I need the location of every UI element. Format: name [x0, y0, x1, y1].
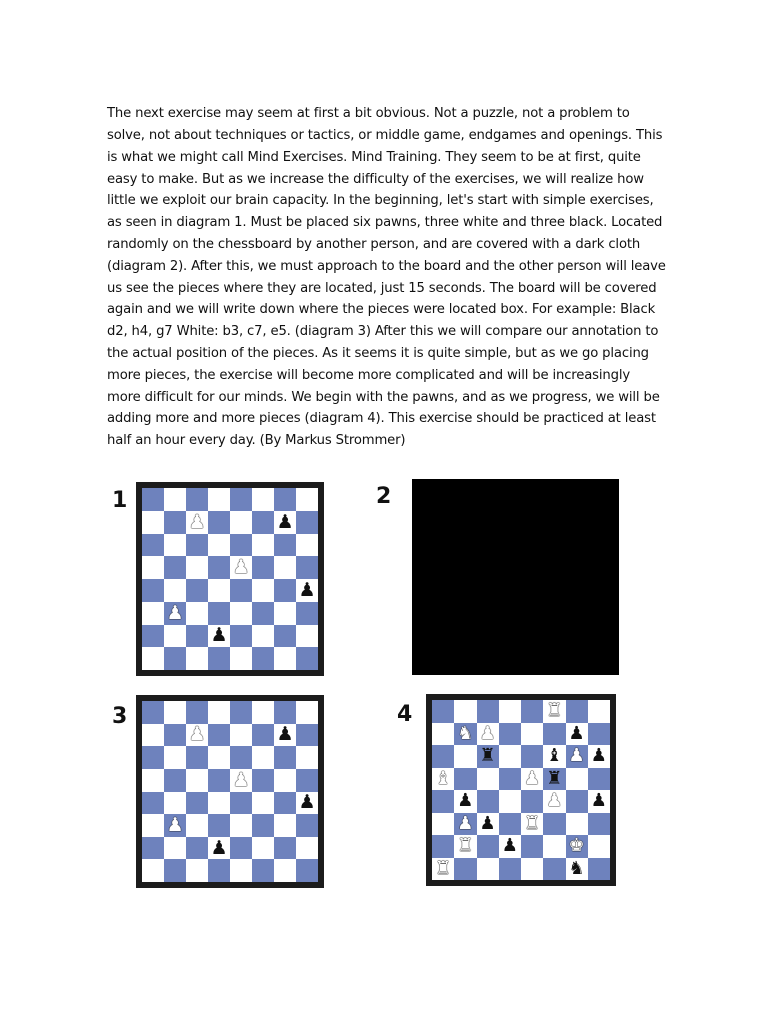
square-a6 [142, 534, 164, 557]
black-pawn-icon: ♟ [276, 510, 294, 533]
square-c6 [186, 746, 208, 769]
white-rook-icon: ♜ [435, 857, 452, 879]
white-pawn-icon: ♟ [188, 723, 206, 746]
square-d8 [208, 488, 230, 511]
square-b2 [454, 835, 476, 858]
square-h3 [588, 813, 610, 836]
square-e3 [521, 813, 543, 836]
square-e2 [521, 835, 543, 858]
square-e3 [230, 814, 252, 837]
square-c7 [186, 511, 208, 534]
square-a7 [142, 511, 164, 534]
square-e5 [230, 556, 252, 579]
square-c5 [477, 768, 499, 791]
black-pawn-icon: ♟ [276, 723, 294, 746]
square-h6 [296, 534, 318, 557]
black-rook-icon: ♜ [546, 767, 563, 789]
square-c5 [186, 556, 208, 579]
square-h4 [588, 790, 610, 813]
black-pawn-icon: ♟ [210, 624, 228, 647]
square-c2 [186, 625, 208, 648]
white-pawn-icon: ♟ [232, 768, 250, 791]
square-g4 [566, 790, 588, 813]
square-d7 [208, 724, 230, 747]
square-d7 [208, 511, 230, 534]
square-c4 [477, 790, 499, 813]
white-pawn-icon: ♟ [232, 556, 250, 579]
square-g1 [274, 859, 296, 882]
square-g6 [274, 746, 296, 769]
square-a5 [142, 556, 164, 579]
diagram-4-label: 4 [397, 702, 413, 727]
white-pawn-icon: ♟ [479, 722, 496, 744]
square-c4 [186, 579, 208, 602]
square-f3 [252, 602, 274, 625]
square-a8 [142, 701, 164, 724]
square-h8 [296, 701, 318, 724]
square-b2 [164, 625, 186, 648]
square-b8 [164, 701, 186, 724]
square-d2 [208, 837, 230, 860]
square-a4 [432, 790, 454, 813]
square-f5 [252, 769, 274, 792]
square-g1 [274, 647, 296, 670]
white-rook-icon: ♜ [457, 835, 474, 857]
square-d6 [208, 746, 230, 769]
black-bishop-icon: ♝ [546, 745, 563, 767]
black-pawn-icon: ♟ [210, 836, 228, 859]
square-f8 [252, 488, 274, 511]
square-g2 [274, 837, 296, 860]
square-a4 [142, 579, 164, 602]
square-a7 [432, 723, 454, 746]
square-g3 [274, 814, 296, 837]
square-d4 [208, 579, 230, 602]
square-a3 [142, 602, 164, 625]
square-g1 [566, 858, 588, 881]
square-g3 [274, 602, 296, 625]
white-rook-icon: ♜ [524, 812, 541, 834]
square-a1 [142, 859, 164, 882]
square-e1 [521, 858, 543, 881]
square-c7 [477, 723, 499, 746]
square-c6 [186, 534, 208, 557]
square-f6 [252, 746, 274, 769]
square-b7 [454, 723, 476, 746]
white-pawn-icon: ♟ [546, 790, 563, 812]
square-a5 [432, 768, 454, 791]
square-f6 [543, 745, 565, 768]
square-c5 [186, 769, 208, 792]
square-g5 [274, 556, 296, 579]
square-c4 [186, 792, 208, 815]
square-a6 [142, 746, 164, 769]
square-g3 [566, 813, 588, 836]
body-paragraph: The next exercise may seem at first a bit obvious. Not a puzzle, not a problem to solve, not about techniques or tactics, or middle game, endgames and openings. This is what we might call Mind Exercises. Mind Training. They seem to be at first, quite easy to make. But as we increase the difficulty of the exercises, we will realize how little we exploit our brain capacity. In the beginning, let's start with simple exercises, as seen in diagram 1. Must be placed six pawns, three white and three black. Located randomly on the chessboard by another person, and are covered with a dark cloth (diagram 2). After this, we must approach to the board and the other person will leave us see the pieces where they are located, just 15 seconds. The board will be covered again and we will write down where the pieces were located box. For example: Black d2, h4, g7 White: b3, c7, e5. (diagram 3) After this we will compare our annotation to the actual position of the pieces. As it seems it is quite simple, but as we go placing more pieces, the exercise will become more complicated and will be increasingly more difficult for our minds. We begin with the pawns, and as we progress, we will be adding more and more pieces (diagram 4). This exercise should be practiced at least half an hour every day. (By Markus Strommer) [107, 106, 666, 449]
diagram-2-dark-cloth-cover [412, 479, 619, 675]
square-d5 [208, 556, 230, 579]
square-d1 [208, 647, 230, 670]
square-e4 [230, 579, 252, 602]
square-f7 [252, 511, 274, 534]
square-b1 [164, 647, 186, 670]
square-f8 [252, 701, 274, 724]
square-b7 [164, 511, 186, 534]
square-d8 [499, 700, 521, 723]
square-d1 [499, 858, 521, 881]
square-h2 [296, 837, 318, 860]
square-e2 [230, 837, 252, 860]
square-e1 [230, 647, 252, 670]
square-d8 [208, 701, 230, 724]
square-h7 [296, 511, 318, 534]
black-pawn-icon: ♟ [590, 745, 607, 767]
square-h7 [296, 724, 318, 747]
square-b2 [164, 837, 186, 860]
square-a3 [432, 813, 454, 836]
square-d4 [208, 792, 230, 815]
square-c1 [477, 858, 499, 881]
square-c7 [186, 724, 208, 747]
diagram-1-board [136, 482, 324, 676]
square-g4 [274, 579, 296, 602]
square-h5 [296, 556, 318, 579]
white-pawn-icon: ♟ [457, 812, 474, 834]
square-f2 [543, 835, 565, 858]
square-h1 [296, 859, 318, 882]
square-b5 [164, 556, 186, 579]
square-f4 [543, 790, 565, 813]
square-e4 [230, 792, 252, 815]
square-c3 [186, 814, 208, 837]
square-c8 [186, 488, 208, 511]
square-e5 [521, 768, 543, 791]
square-b3 [454, 813, 476, 836]
square-b4 [164, 792, 186, 815]
square-f3 [252, 814, 274, 837]
square-d4 [499, 790, 521, 813]
square-e6 [521, 745, 543, 768]
square-b6 [454, 745, 476, 768]
white-pawn-icon: ♟ [188, 510, 206, 533]
square-e6 [230, 534, 252, 557]
square-d7 [499, 723, 521, 746]
square-c1 [186, 647, 208, 670]
black-pawn-icon: ♟ [501, 835, 518, 857]
square-d5 [499, 768, 521, 791]
black-knight-icon: ♞ [568, 857, 585, 879]
board-grid [142, 488, 318, 670]
square-e7 [521, 723, 543, 746]
square-h8 [588, 700, 610, 723]
diagram-3-board [136, 695, 324, 888]
square-b1 [454, 858, 476, 881]
square-a8 [142, 488, 164, 511]
white-knight-icon: ♞ [457, 722, 474, 744]
square-b4 [164, 579, 186, 602]
square-g6 [274, 534, 296, 557]
black-pawn-icon: ♟ [568, 722, 585, 744]
square-f1 [543, 858, 565, 881]
square-b4 [454, 790, 476, 813]
square-a8 [432, 700, 454, 723]
square-a2 [432, 835, 454, 858]
black-pawn-icon: ♟ [298, 791, 316, 814]
square-a3 [142, 814, 164, 837]
square-e6 [230, 746, 252, 769]
square-e7 [230, 511, 252, 534]
square-g8 [274, 701, 296, 724]
square-f5 [252, 556, 274, 579]
square-g7 [566, 723, 588, 746]
square-b6 [164, 534, 186, 557]
square-f3 [543, 813, 565, 836]
white-pawn-icon: ♟ [524, 767, 541, 789]
board-grid [432, 700, 610, 880]
square-e4 [521, 790, 543, 813]
square-d2 [499, 835, 521, 858]
square-c1 [186, 859, 208, 882]
square-h5 [296, 769, 318, 792]
square-f7 [543, 723, 565, 746]
square-a1 [432, 858, 454, 881]
square-c2 [186, 837, 208, 860]
square-h7 [588, 723, 610, 746]
square-e8 [230, 701, 252, 724]
square-h6 [588, 745, 610, 768]
square-e8 [521, 700, 543, 723]
square-f7 [252, 724, 274, 747]
square-a2 [142, 625, 164, 648]
square-e8 [230, 488, 252, 511]
square-g6 [566, 745, 588, 768]
white-king-icon: ♚ [568, 835, 585, 857]
square-g2 [274, 625, 296, 648]
square-b3 [164, 602, 186, 625]
square-d6 [208, 534, 230, 557]
square-f4 [252, 579, 274, 602]
square-e3 [230, 602, 252, 625]
square-a2 [142, 837, 164, 860]
diagram-4-board [426, 694, 616, 886]
square-b8 [164, 488, 186, 511]
black-pawn-icon: ♟ [590, 790, 607, 812]
square-d2 [208, 625, 230, 648]
white-pawn-icon: ♟ [166, 813, 184, 836]
black-pawn-icon: ♟ [479, 812, 496, 834]
square-c8 [186, 701, 208, 724]
square-c6 [477, 745, 499, 768]
white-pawn-icon: ♟ [568, 745, 585, 767]
square-g7 [274, 511, 296, 534]
square-g8 [566, 700, 588, 723]
square-e5 [230, 769, 252, 792]
square-h2 [296, 625, 318, 648]
square-b5 [454, 768, 476, 791]
square-f8 [543, 700, 565, 723]
square-h4 [296, 579, 318, 602]
square-g4 [274, 792, 296, 815]
board-grid [142, 701, 318, 882]
square-f6 [252, 534, 274, 557]
square-h6 [296, 746, 318, 769]
square-b1 [164, 859, 186, 882]
square-g5 [566, 768, 588, 791]
square-h3 [296, 602, 318, 625]
square-h1 [296, 647, 318, 670]
square-f4 [252, 792, 274, 815]
diagram-2-label: 2 [376, 484, 392, 509]
black-rook-icon: ♜ [479, 745, 496, 767]
white-pawn-icon: ♟ [166, 601, 184, 624]
square-h5 [588, 768, 610, 791]
square-f2 [252, 625, 274, 648]
square-b3 [164, 814, 186, 837]
diagram-1-label: 1 [112, 488, 128, 513]
square-b8 [454, 700, 476, 723]
square-h1 [588, 858, 610, 881]
square-d3 [208, 602, 230, 625]
square-h4 [296, 792, 318, 815]
square-c3 [186, 602, 208, 625]
square-b5 [164, 769, 186, 792]
square-b7 [164, 724, 186, 747]
square-f5 [543, 768, 565, 791]
square-e1 [230, 859, 252, 882]
square-b6 [164, 746, 186, 769]
white-bishop-icon: ♝ [435, 767, 452, 789]
square-e2 [230, 625, 252, 648]
square-h2 [588, 835, 610, 858]
square-f1 [252, 647, 274, 670]
square-a1 [142, 647, 164, 670]
square-g8 [274, 488, 296, 511]
square-f2 [252, 837, 274, 860]
white-rook-icon: ♜ [546, 700, 563, 722]
square-c8 [477, 700, 499, 723]
square-d3 [208, 814, 230, 837]
square-c3 [477, 813, 499, 836]
square-d1 [208, 859, 230, 882]
square-e7 [230, 724, 252, 747]
square-g7 [274, 724, 296, 747]
square-g2 [566, 835, 588, 858]
square-f1 [252, 859, 274, 882]
black-pawn-icon: ♟ [457, 790, 474, 812]
square-d5 [208, 769, 230, 792]
square-g5 [274, 769, 296, 792]
diagram-3-label: 3 [112, 704, 128, 729]
square-d6 [499, 745, 521, 768]
square-h8 [296, 488, 318, 511]
square-a7 [142, 724, 164, 747]
square-d3 [499, 813, 521, 836]
black-pawn-icon: ♟ [298, 578, 316, 601]
square-a4 [142, 792, 164, 815]
square-h3 [296, 814, 318, 837]
square-a5 [142, 769, 164, 792]
square-a6 [432, 745, 454, 768]
square-c2 [477, 835, 499, 858]
